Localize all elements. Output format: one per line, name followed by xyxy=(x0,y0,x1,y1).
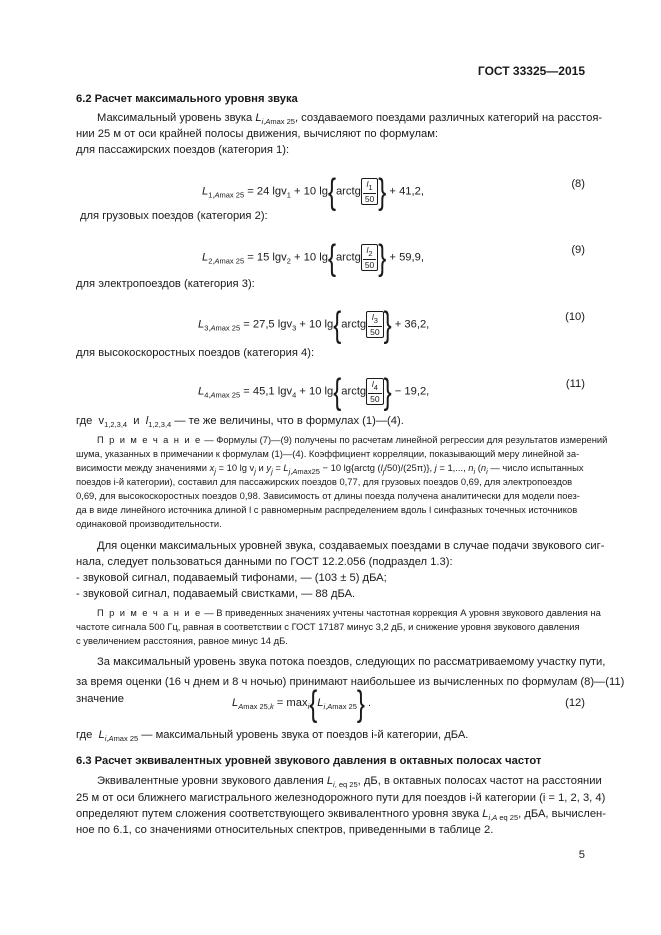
category-3-label: для электропоездов (категория 3): xyxy=(76,278,255,290)
paragraph-line: ное по 6.1, со значениями относительных спектров, приведенными в таблице 2. xyxy=(76,824,494,836)
note-1-line: шума, указанных в примечании к формулам (1)—(4). Коэффициент корреляции, показывающий меру линейной за- xyxy=(76,448,580,459)
page-number: 5 xyxy=(578,849,585,861)
paragraph-line: значение xyxy=(76,693,124,705)
paragraph-line: Максимальный уровень звука $L_{i,Amax 25}$, создаваемого поездами различных категорий на расстоя- xyxy=(97,112,603,126)
paragraph-line: Эквивалентные уровни звукового давления $L_{i, eq 25}$, дБ, в октавных полосах частот на расстоянии xyxy=(97,775,602,789)
note-1-line: 0,69, для высокоскоростных поездов 0,98. Зависимость от длины поезда получена аналитически для модели поез- xyxy=(76,490,580,501)
equation-10-number: (10) xyxy=(565,311,585,323)
category-1-label: для пассажирских поездов (категория 1): xyxy=(76,144,290,156)
note-1-line: да в виде линейного источника длиной l с равномерным распределением вдоль l синфазных точечных источников xyxy=(76,504,578,515)
note-2-line: П р и м е ч а н и е — В приведенных значениях учтены частотная коррекция А уровня звукового давления на xyxy=(97,607,601,618)
category-4-label: для высокоскоростных поездов (категория 4): xyxy=(76,347,315,359)
equation-12-number: (12) xyxy=(565,697,585,709)
note-2-line: частоте сигнала 500 Гц, равная в соответствии с ГОСТ 17187 минус 3,2 дБ, и снижение уровня звукового давления xyxy=(76,621,580,632)
section-6-2-heading: 6.2 Расчет максимального уровня звука xyxy=(76,93,298,105)
equation-11-number: (11) xyxy=(565,378,585,390)
paragraph-line: нии 25 м от оси крайней полосы движения, вычисляют по формулам: xyxy=(76,128,439,140)
section-6-3-heading: 6.3 Расчет эквивалентных уровней звукового давления в октавных полосах частот xyxy=(76,755,542,767)
document-id: ГОСТ 33325—2015 xyxy=(477,64,585,78)
note-1-line: поездов i-й категории), составил для пассажирских поездов 0,77, для грузовых поездов 0,69, для электропоездов xyxy=(76,476,573,487)
paragraph-line: нала, следует пользоваться данными по ГОСТ 12.2.056 (подраздел 1.3): xyxy=(76,556,453,568)
equation-8-number: (8) xyxy=(571,178,585,190)
paragraph-line: За максимальный уровень звука потока поездов, следующих по рассматриваемому участку пути, xyxy=(97,656,606,668)
paragraph-line: за время оценки (16 ч днем и 8 ч ночью) принимают наибольшее из вычисленных по формулам (8)—(11) xyxy=(76,676,625,688)
note-1-line: висимости между значениями $x_j = 10$ $\lg v_j$ и $y_j = L_{j,Amax25} - 10$ lg{arctg $(l_j/50)/(25\pi)$}, j = 1,..., $n_i$ ($n_i$ — число испытанных xyxy=(76,462,584,476)
where-line: где $v_{1,2,3,4}$ и $l_{1,2,3,4}$ — те же величины, что в формулах (1)—(4). xyxy=(76,415,404,429)
note-1-line: П р и м е ч а н и е — Формулы (7)—(9) получены по расчетам линейной регрессии для результатов измерений xyxy=(97,434,608,445)
paragraph-line: 25 м от оси ближнего магистрального железнодорожного пути для поездов i-й категории (i = 1, 2, 3, 4) xyxy=(76,792,606,804)
list-item: - звуковой сигнал, подаваемый свистками, — 88 дБА. xyxy=(76,588,356,600)
list-item: - звуковой сигнал, подаваемый тифонами, — (103 ± 5) дБА; xyxy=(76,572,387,584)
note-1-line: одинаковой производительности. xyxy=(76,518,222,529)
paragraph-line: определяют путем сложения соответствующего эквивалентного уровня звука $L_{i,A eq 25}$, дБА, вычислен- xyxy=(76,808,606,822)
where-line: где $L_{i,Amax 25}$ — максимальный уровень звука от поездов i-й категории, дБА. xyxy=(76,729,469,743)
paragraph-line: Для оценки максимальных уровней звука, создаваемых поездами в случае подачи звукового сиг- xyxy=(97,540,605,552)
equation-9-number: (9) xyxy=(571,244,585,256)
category-2-label: для грузовых поездов (категория 2): xyxy=(80,210,268,222)
document-page: ГОСТ 33325—2015 6.2 Расчет максимального уровня звука Максимальный уровень звука $L_{i,Amax 25}$, создаваемого поездами различных категорий на расстоя- нии 25 м от оси крайней полосы движения, вычисляют по формулам: для пассажирских поездов (категория 1): $L_{1,Amax 25} = 24$ lgv$_1$ + 10 lg{arctg $\frac{l_1}{50}$ } + 41,2, (8) для грузовых поездов (категория 2): $L_{2,Amax 25} = 15$ lgv$_2$ + 10 lg{arctg $\frac{l_2}{50}$ } + 59,9, (9) для электропоездов (категория 3): $L_{3,Amax 25} = 27,5$ lgv$_3$ + 10 lg{arctg $\frac{l_3}{50}$ } + 36,2, (10) для высокоскоростных поездов (категория 4): $L_{4,Amax 25} = 45,1$ lgv$_4$ + 10 lg{arctg $\frac{l_4}{50}$ } − 19,2, (11) где $v_{1,2,3,4}$ и $l_{1,2,3,4}$ — те же величины, что в формулах (1)—(4). П р и м е ч а н и е — Формулы (7)—(9) получены по расчетам линейной регрессии для результатов измерений шума, указанных в примечании к формулам (1)—(4). Коэффициент корреляции, показывающий меру линейной за- висимости между значениями $x_j = 10$ $\lg v_j$ и $y_j = L_{j,Amax25} - 10$ lg{arctg $(l_j/50)/(25\pi)$}, j = 1,..., $n_i$ ($n_i$ — число испытанных поездов i-й категории), составил для пассажирских поездов 0,77, для грузовых поездов 0,69, для электропоездов 0,69, для высокоскоростных поездов 0,98. Зависимость от длины поезда получена аналитически для модели поез- да в виде линейного источника длиной l с равномерным распределением вдоль l синфазных точечных источников одинаковой производительности. Для оценки максимальных уровней звука, создаваемых поездами в случае подачи звукового сиг- нала, следует пользоваться данными по ГОСТ 12.2.056 (подраздел 1.3): - звуковой сигнал, подаваемый тифонами, — (103 ± 5) дБА; - звуковой сигнал, подаваемый свистками, — 88 дБА. П р и м е ч а н и е — В приведенных значениях учтены частотная коррекция А уровня звукового давления на частоте сигнала 500 Гц, равная в соответствии с ГОСТ 17187 минус 3,2 дБ, и снижение уровня звукового давления с увеличением расстояния, равное минус 14 дБ. За максимальный уровень звука потока поездов, следующих по рассматриваемому участку пути, за время оценки (16 ч днем и 8 ч ночью) принимают наибольшее из вычисленных по формулам (8)—(11) значение $L_{Amax 25,k} = \max_i\{L_{i,Amax 25}\}$ . (12) где $L_{i,Amax 25}$ — максимальный уровень звука от поездов i-й категории, дБА. 6.3 Расчет эквивалентных уровней звукового давления в октавных полосах частот Эквивалентные уровни звукового давления $L_{i, eq 25}$, дБ, в октавных полосах частот на расстоянии 25 м от оси ближнего магистрального железнодорожного пути для поездов i-й категории (i = 1, 2, 3, 4) определяют путем сложения соответствующего эквивалентного уровня звука $L_{i,A eq 25}$, дБА, вычислен- ное по 6.1, со значениями относительных спектров, приведенными в таблице 2. 5 xyxy=(76,64,625,861)
note-2-line: с увеличением расстояния, равное минус 14 дБ. xyxy=(76,635,288,646)
